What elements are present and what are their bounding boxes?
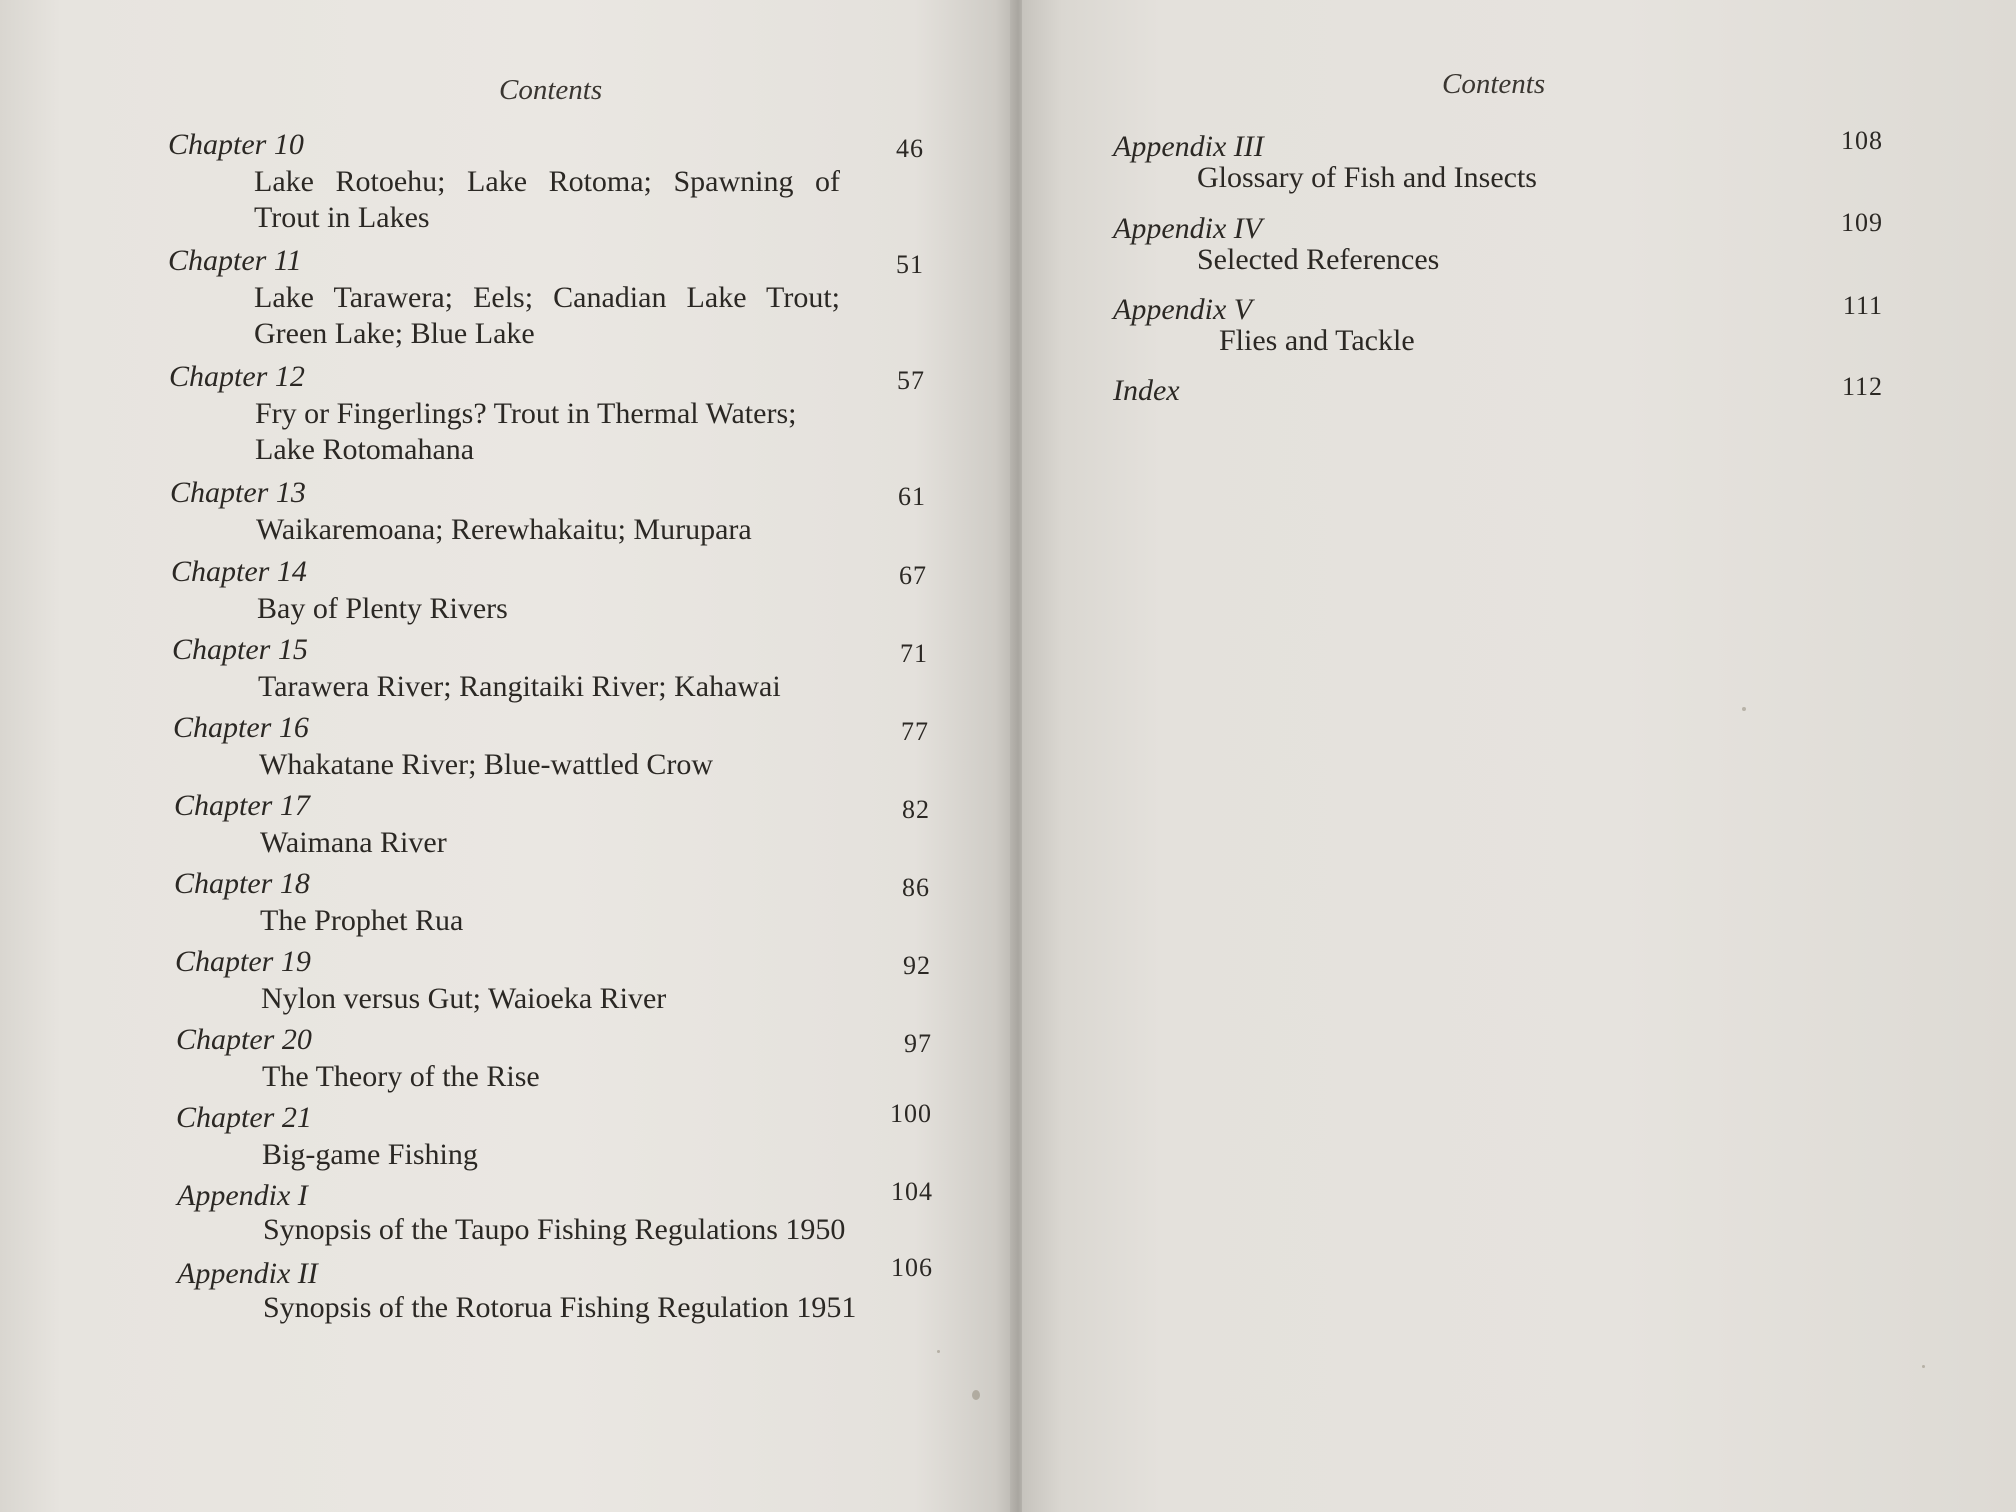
entry-description: Synopsis of the Rotorua Fishing Regulation 1951 <box>263 1291 857 1324</box>
entry-label: Chapter 14 <box>171 555 307 588</box>
entry-page-number: 51 <box>896 250 924 279</box>
entry-page-number: 57 <box>897 366 925 395</box>
entry-label: Chapter 18 <box>174 867 310 900</box>
entry-label: Appendix I <box>177 1179 308 1212</box>
entry-page-number: 106 <box>891 1253 933 1282</box>
entry-label: Appendix III <box>1113 130 1264 163</box>
entry-description: Lake Rotoehu; Lake Rotoma; Spawning of Trout in Lakes <box>254 165 840 234</box>
entry-page-number: 104 <box>891 1177 933 1206</box>
entry-label: Chapter 16 <box>173 711 309 744</box>
entry-label: Appendix IV <box>1113 212 1263 245</box>
entry-description: The Prophet Rua <box>260 904 464 937</box>
entry-description: Big-game Fishing <box>262 1138 478 1171</box>
entry-page-number: 67 <box>899 561 927 590</box>
entry-label: Chapter 10 <box>168 128 304 161</box>
entry-label: Appendix V <box>1113 293 1253 326</box>
entry-description: Fry or Fingerlings? Trout in Thermal Waters; Lake Rotomahana <box>255 397 797 466</box>
left-page-header: Contents <box>499 74 603 106</box>
entry-page-number: 71 <box>900 639 928 668</box>
entry-description: Lake Tarawera; Eels; Canadian Lake Trout; Green Lake; Blue Lake <box>254 281 840 350</box>
entry-page-number: 108 <box>1841 126 1883 155</box>
entry-description: Synopsis of the Taupo Fishing Regulations 1950 <box>263 1213 846 1246</box>
entry-label: Chapter 13 <box>170 476 306 509</box>
entry-description: Waikaremoana; Rerewhakaitu; Murupara <box>256 513 752 546</box>
entry-description: Tarawera River; Rangitaiki River; Kahawai <box>258 670 781 703</box>
entry-page-number: 82 <box>902 795 930 824</box>
entry-label: Appendix II <box>177 1257 318 1290</box>
entry-label: Chapter 21 <box>176 1101 312 1134</box>
entry-page-number: 97 <box>904 1029 932 1058</box>
entry-label: Chapter 11 <box>168 244 302 277</box>
entry-page-number: 86 <box>902 873 930 902</box>
entry-description: Flies and Tackle <box>1219 324 1415 357</box>
entry-page-number: 109 <box>1841 208 1883 237</box>
entry-page-number: 111 <box>1842 291 1883 320</box>
right-page <box>1022 0 2016 1512</box>
entry-page-number: 61 <box>898 482 926 511</box>
entry-description: Bay of Plenty Rivers <box>257 592 508 625</box>
entry-label: Chapter 12 <box>169 360 305 393</box>
entry-description: Waimana River <box>260 826 447 859</box>
entry-description: Nylon versus Gut; Waioeka River <box>261 982 667 1015</box>
entry-description: Glossary of Fish and Insects <box>1197 161 1537 194</box>
entry-label: Chapter 20 <box>176 1023 312 1056</box>
entry-label: Index <box>1113 374 1180 407</box>
right-page-header: Contents <box>1442 68 1546 100</box>
paper-speck <box>1922 1365 1925 1368</box>
entry-label: Chapter 19 <box>175 945 311 978</box>
entry-label: Chapter 17 <box>174 789 310 822</box>
paper-speck <box>972 1390 980 1400</box>
entry-description: Whakatane River; Blue-wattled Crow <box>259 748 714 781</box>
entry-page-number: 77 <box>901 717 929 746</box>
entry-page-number: 92 <box>903 951 931 980</box>
paper-speck <box>1742 707 1746 711</box>
entry-label: Chapter 15 <box>172 633 308 666</box>
entry-description: The Theory of the Rise <box>262 1060 540 1093</box>
entry-description: Selected References <box>1197 243 1440 276</box>
entry-page-number: 100 <box>890 1099 932 1128</box>
entry-page-number: 46 <box>896 134 924 163</box>
entry-page-number: 112 <box>1841 372 1883 401</box>
paper-speck <box>937 1350 940 1353</box>
